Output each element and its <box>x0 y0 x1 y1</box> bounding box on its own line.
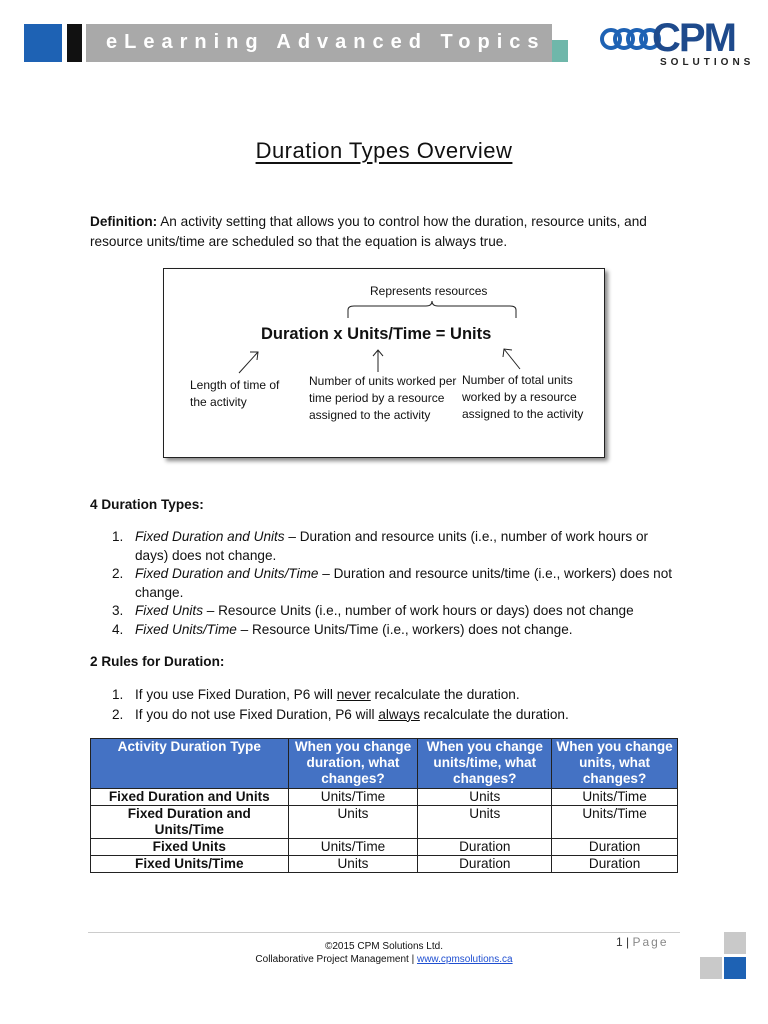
arrow-units-time-icon <box>370 348 386 374</box>
footer-blue-square <box>724 957 746 979</box>
footer-tagline: Collaborative Project Management | www.cpmsolutions.ca <box>255 954 513 965</box>
list-item: 4. Fixed Units/Time – Resource Units/Time (i.e., workers) does not change. <box>112 621 573 637</box>
table-row <box>91 839 678 856</box>
table-cell: Units/Time <box>288 839 418 856</box>
arrow-units-icon <box>500 346 524 372</box>
note-duration: Length of time of the activity <box>190 378 280 409</box>
list-item: 2. If you do not use Fixed Duration, P6 will always recalculate the duration. <box>112 706 569 722</box>
footer-divider <box>88 932 680 933</box>
table-cell: Duration <box>552 839 678 856</box>
table-cell: Duration <box>552 856 678 873</box>
table-row <box>91 806 678 839</box>
table-row <box>91 789 678 806</box>
table-header-cell: Activity Duration Type <box>91 739 289 789</box>
header-blue-square <box>24 24 62 62</box>
table-cell: Fixed Units/Time <box>91 856 289 873</box>
footer-copyright: ©2015 CPM Solutions Ltd. <box>325 941 443 952</box>
table-cell: Units <box>288 856 418 873</box>
table-header-cell: When you change units/time, what changes? <box>418 739 552 789</box>
header-black-bar <box>67 24 82 62</box>
table-row <box>91 856 678 873</box>
brace-icon <box>346 300 518 322</box>
footer-gray-square <box>700 957 722 979</box>
list-item: 2. Fixed Duration and Units/Time – Duration and resource units/time (i.e., workers) does not change. <box>112 566 673 600</box>
footer-gray-square <box>724 932 746 954</box>
arrow-duration-icon <box>236 348 262 376</box>
note-units-time: Number of units worked per time period by a resource assigned to the activity <box>309 374 457 422</box>
table-cell: Units <box>288 806 418 839</box>
table-cell: Fixed Units <box>91 839 289 856</box>
logo-text: CPM <box>652 16 735 60</box>
definition-paragraph <box>90 212 690 252</box>
duration-types-table <box>90 738 678 873</box>
table-header-cell: When you change duration, what changes? <box>288 739 418 789</box>
table-header-cell: When you change units, what changes? <box>552 739 678 789</box>
rules-heading: 2 Rules for Duration: <box>90 654 225 669</box>
footer-website-link[interactable]: www.cpmsolutions.ca <box>416 954 513 965</box>
list-item: 1. If you use Fixed Duration, P6 will never recalculate the duration. <box>112 687 520 702</box>
logo-subtext: SOLUTIONS <box>660 57 755 68</box>
header-title: eLearning Advanced Topics <box>106 31 546 53</box>
brace-label: Represents resources <box>370 284 488 298</box>
equation-text: Duration x Units/Time = Units <box>261 325 492 343</box>
list-item: 1. Fixed Duration and Units – Duration and resource units (i.e., number of work hours or days) does not change. <box>112 529 649 563</box>
table-cell: Duration <box>418 839 552 856</box>
table-cell: Units/Time <box>288 789 418 806</box>
table-cell: Duration <box>418 856 552 873</box>
page-number: 1 | Page <box>616 935 669 949</box>
page-title: Duration Types Overview <box>255 138 513 163</box>
table-cell: Units <box>418 806 552 839</box>
duration-types-list <box>90 528 680 639</box>
header-teal-accent <box>552 40 568 62</box>
rules-list <box>90 685 680 724</box>
table-cell: Units/Time <box>552 789 678 806</box>
list-item: 3. Fixed Units – Resource Units (i.e., number of work hours or days) does not change <box>112 603 634 618</box>
duration-types-heading: 4 Duration Types: <box>90 497 204 512</box>
table-header-row <box>91 739 678 789</box>
table-cell: Units <box>418 789 552 806</box>
table-cell: Units/Time <box>552 806 678 839</box>
table-cell: Fixed Duration and Units/Time <box>91 806 289 839</box>
definition-text: An activity setting that allows you to control how the duration, resource units, and resource units/time are scheduled so that the equation is always true. <box>90 214 647 249</box>
definition-label: Definition: <box>90 214 158 229</box>
note-units: Number of total units worked by a resource assigned to the activity <box>462 373 584 421</box>
table-cell: Fixed Duration and Units <box>91 789 289 806</box>
